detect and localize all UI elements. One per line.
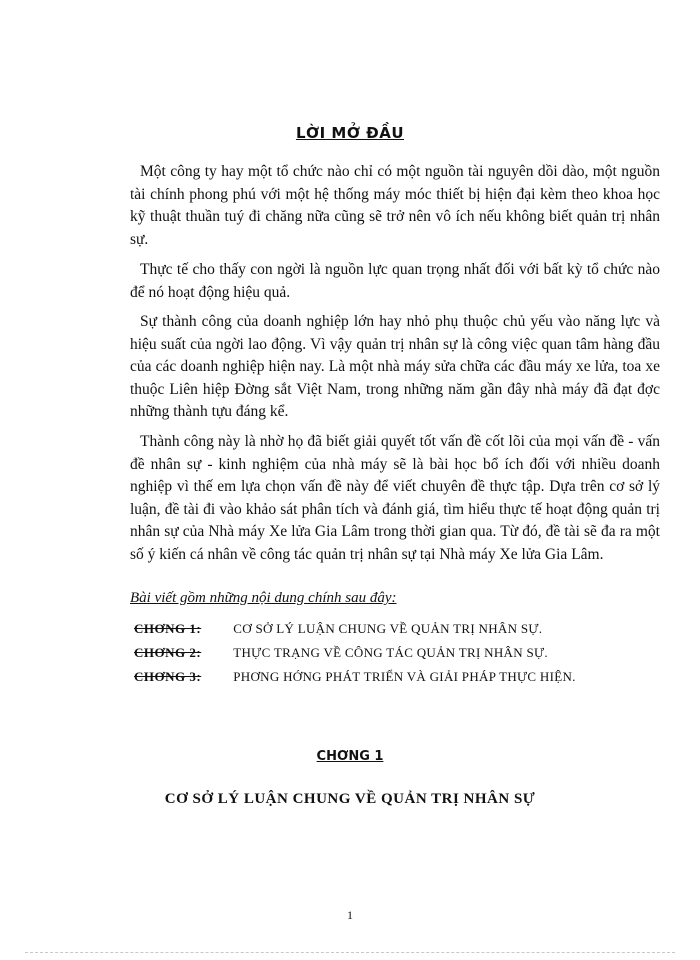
paragraph-1-text: Một công ty hay một tổ chức nào chỉ có một nguồn tài nguyên dồi dào, một nguồn tài chính phong phú với một hệ thống máy móc thiết bị hiện đại kèm theo khoa học kỹ thuật thuần tuý đi chăng nữa cũng sẽ trở nên vô ích nếu không biết quản trị nhân sự. <box>130 163 660 248</box>
page-number: 1 <box>347 908 353 922</box>
toc-title: THỰC TRẠNG VỀ CÔNG TÁC QUẢN TRỊ NHÂN SỰ. <box>233 645 548 660</box>
toc-label: CHƠNG 2: <box>134 645 202 660</box>
paragraph-1 <box>130 161 660 251</box>
footer-divider <box>25 952 675 953</box>
toc-title: CƠ SỞ LÝ LUẬN CHUNG VỀ QUẢN TRỊ NHÂN SỰ. <box>233 621 543 636</box>
chapter-title: CHƠNG 1 <box>316 749 384 764</box>
toc-row <box>134 621 542 637</box>
preface-heading: LỜI MỞ ĐẦU <box>295 124 405 142</box>
paragraph-3-text: Sự thành công của doanh nghiệp lớn hay nhỏ phụ thuộc chủ yếu vào năng lực và hiệu suất của ngời lao động. Vì vậy quản trị nhân sự là công việc quan tâm hàng đầu của các doanh nghiệp hiện nay. Là một nhà máy sửa chữa các đầu máy xe lửa, toa xe thuộc Liên hiệp Đờng sắt Việt Nam, trong những năm gần đây nhà máy đã đạt đợc những thành tựu đáng kể. <box>130 313 660 420</box>
paragraph-2-text: Thực tế cho thấy con ngời là nguồn lực quan trọng nhất đối với bất kỳ tổ chức nào để nó hoạt động hiệu quả. <box>130 261 660 301</box>
chapter-subtitle: CƠ SỞ LÝ LUẬN CHUNG VỀ QUẢN TRỊ NHÂN SỰ <box>164 791 536 807</box>
paragraph-3 <box>130 311 660 424</box>
toc-title: PHƠNG HỚNG PHÁT TRIỂN VÀ GIẢI PHÁP THỰC HIỆN. <box>233 669 576 684</box>
toc-label: CHƠNG 1: <box>134 621 202 636</box>
contents-intro: Bài viết gồm những nội dung chính sau đây: <box>130 590 397 606</box>
paragraph-4-text: Thành công này là nhờ họ đã biết giải quyết tốt vấn đề cốt lõi của mọi vấn đề - vấn đề nhân sự - kinh nghiệm của nhà máy sẽ là bài học bổ ích đối với nhiều doanh nghiệp vì thế em lựa chọn vấn đề này để viết chuyên đề thực tập. Dựa trên cơ sở lý luận, đề tài đi vào khảo sát phân tích và đánh giá, tìm hiểu thực tế hoạt động quản trị nhân sự của Nhà máy Xe lửa Gia Lâm trong thời gian qua. Từ đó, đề tài sẽ đa ra một số ý kiến cá nhân về công tác quản trị nhân sự tại Nhà máy Xe lửa Gia Lâm. <box>130 433 660 563</box>
toc-row <box>134 645 548 661</box>
toc-row <box>134 669 576 685</box>
paragraph-4 <box>130 431 660 566</box>
paragraph-2 <box>130 259 660 304</box>
toc-label: CHƠNG 3: <box>134 669 202 684</box>
